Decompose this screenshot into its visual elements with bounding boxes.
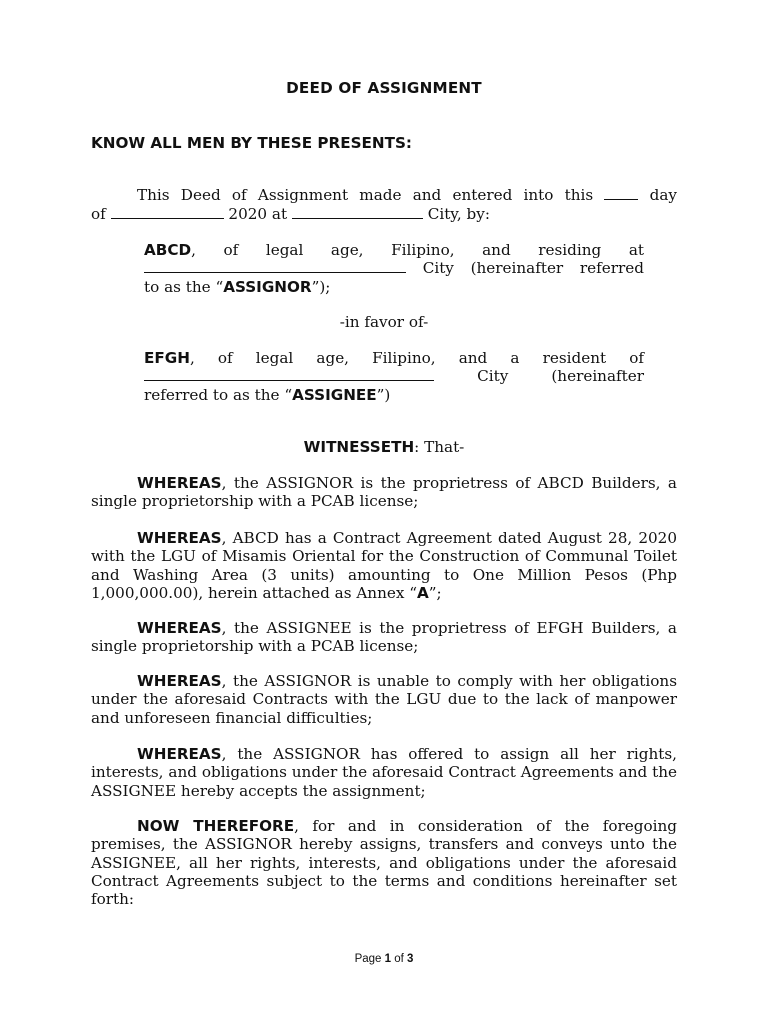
- assignee-line-2: City (hereinafter: [144, 367, 644, 385]
- whereas-clause-3: WHEREAS, the ASSIGNEE is the proprietress of EFGH Builders, a single proprietorship with a PCAB license;: [91, 619, 677, 656]
- whereas-clause-2: WHEREAS, ABCD has a Contract Agreement dated August 28, 2020 with the LGU of Misamis Oriental for the Construction of Communal Toilet and Washing Area (3 units) amounting to One Million Pesos (Php 1,000,000.00), herein attached as Annex “A”;: [91, 529, 677, 602]
- intro-paragraph: [91, 186, 677, 224]
- assignor-party: [144, 241, 644, 296]
- whereas-clause-4: WHEREAS, the ASSIGNOR is unable to comply with her obligations under the aforesaid Contracts with the LGU due to the lack of manpower and unforeseen financial difficulties;: [91, 672, 677, 727]
- intro-line-2: of 2020 at City, by:: [91, 205, 490, 223]
- assignee-line-1: EFGH, of legal age, Filipino, and a resident of: [144, 349, 644, 367]
- document-title: DEED OF ASSIGNMENT: [286, 79, 482, 97]
- in-favor-of: -in favor of-: [339, 313, 429, 331]
- opening-heading: KNOW ALL MEN BY THESE PRESENTS:: [91, 134, 412, 152]
- assignee-address-blank: [144, 367, 434, 381]
- whereas-clause-1: WHEREAS, the ASSIGNOR is the proprietress of ABCD Builders, a single proprietorship with a PCAB license;: [91, 474, 677, 511]
- whereas-clause-5: WHEREAS, the ASSIGNOR has offered to assign all her rights, interests, and obligations under the aforesaid Contract Agreements and the ASSIGNEE hereby accepts the assignment;: [91, 745, 677, 800]
- now-therefore-clause: NOW THEREFORE, for and in consideration of the foregoing premises, the ASSIGNOR hereby assigns, transfers and conveys unto the ASSIGNEE, all her rights, interests, and obligations under the aforesaid Contract Agreements subject to the terms and conditions hereinafter set forth:: [91, 817, 677, 909]
- page-footer: Page 1 of 3: [354, 953, 414, 965]
- assignor-address-blank: [144, 259, 406, 273]
- city-blank: [292, 205, 423, 219]
- month-blank: [111, 205, 224, 219]
- assignor-line-1: ABCD, of legal age, Filipino, and residing at: [144, 241, 644, 259]
- day-blank: [604, 186, 638, 200]
- assignee-line-3: referred to as the “ASSIGNEE”): [144, 385, 391, 404]
- assignor-line-2: City (hereinafter referred: [144, 259, 644, 277]
- assignor-line-3: to as the “ASSIGNOR”);: [144, 277, 331, 296]
- intro-line-1: This Deed of Assignment made and entered into this day: [137, 186, 677, 204]
- witnesseth-heading: WITNESSETH: That-: [303, 438, 465, 456]
- assignee-party: [144, 349, 644, 404]
